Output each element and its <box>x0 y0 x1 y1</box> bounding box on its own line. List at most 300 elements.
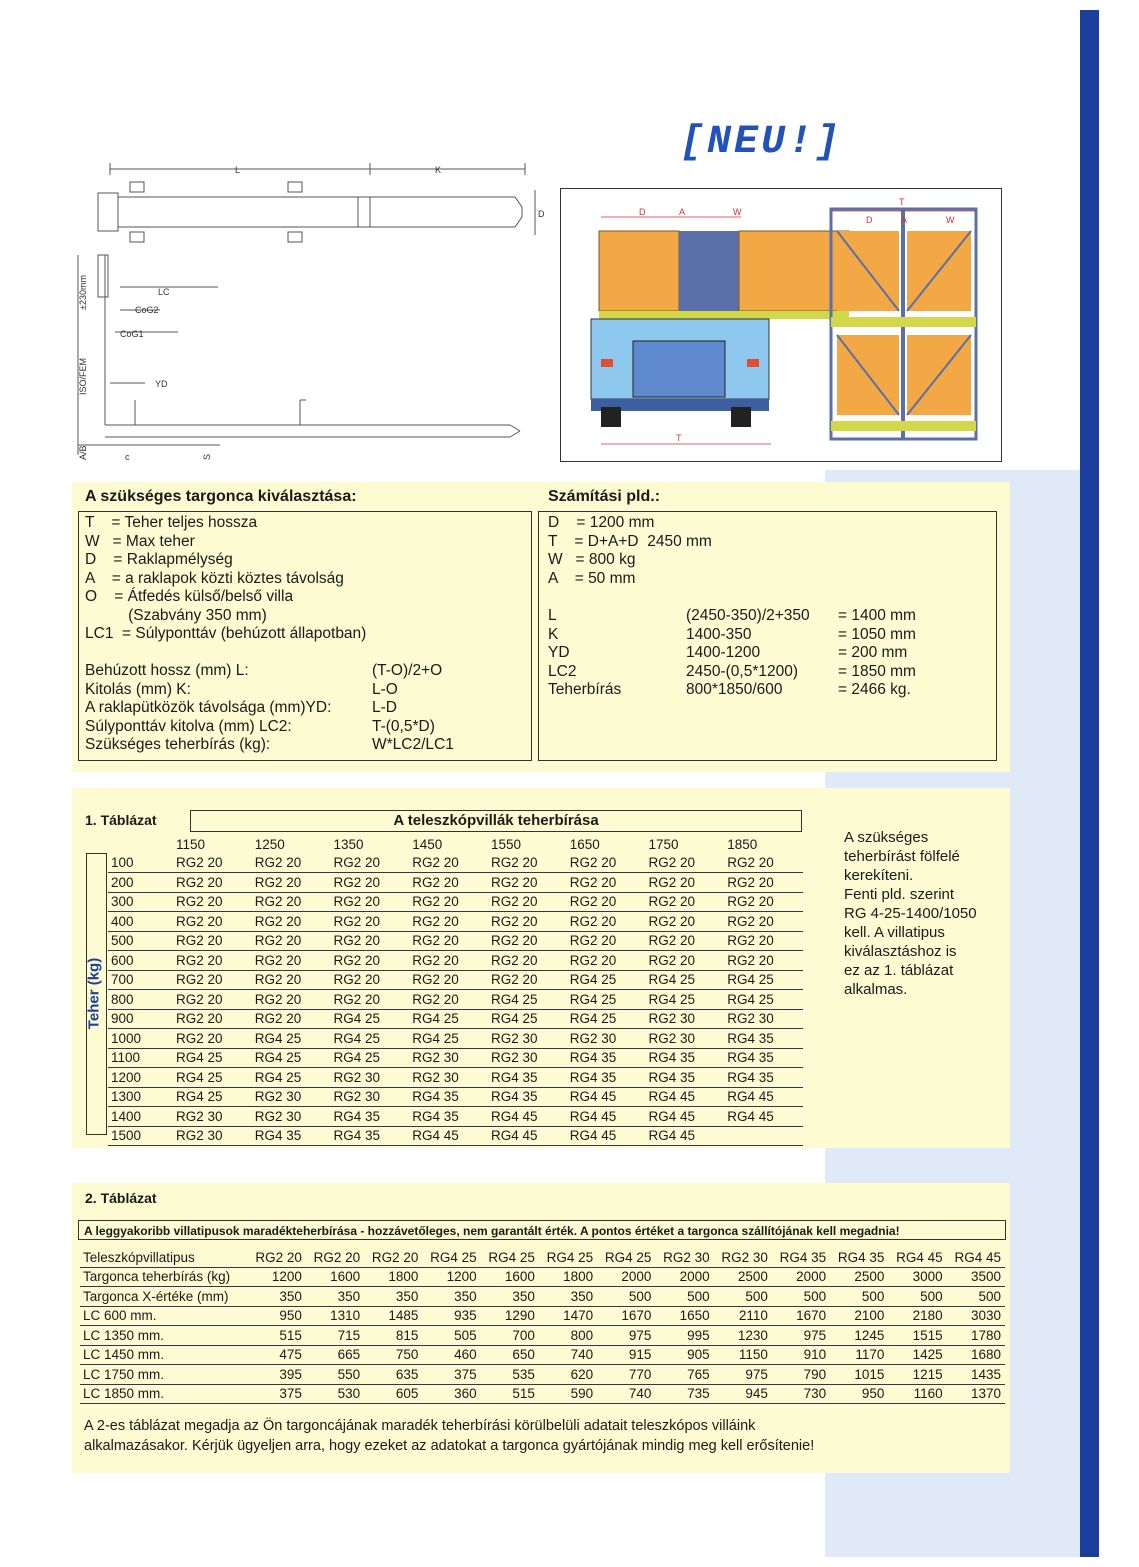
formula-value: (T-O)/2+O <box>372 662 443 679</box>
table-row <box>108 1126 803 1146</box>
table-row <box>80 1345 1005 1365</box>
table2-cell: 910 <box>772 1345 830 1365</box>
table2-cell: 1200 <box>422 1267 480 1287</box>
definition-line: A = a raklapok közti köztes távolság <box>85 569 344 587</box>
table1-cell: RG2 20 <box>567 892 646 912</box>
table1-cell: RG2 20 <box>488 970 567 990</box>
table1-cell: RG2 20 <box>331 873 410 893</box>
rack-label-A: A <box>901 215 908 225</box>
table1-load-cell: 100 <box>108 854 173 873</box>
table2-cell: 995 <box>655 1326 713 1346</box>
table2-header-cell: Teleszkópvillatipus <box>80 1248 248 1267</box>
definition-line: D = Raklapmélység <box>85 551 233 568</box>
table1-load-cell: 500 <box>108 931 173 951</box>
table1-cell: RG2 20 <box>173 931 252 951</box>
side-note-line: teherbírást fölfelé <box>844 848 960 865</box>
table1-cell: RG4 45 <box>567 1087 646 1107</box>
table2-cell: 500 <box>772 1287 830 1307</box>
table1-cell: RG2 20 <box>252 854 331 873</box>
table2-cell: 500 <box>597 1287 655 1307</box>
table1-cell: RG2 30 <box>409 1068 488 1088</box>
table1-title: A teleszkópvillák teherbírása <box>190 810 802 832</box>
table1-cell: RG4 25 <box>646 990 725 1010</box>
table1-axis-label: Teher (kg) <box>85 957 103 1030</box>
table-row <box>108 990 803 1010</box>
table1-cell: RG4 25 <box>488 990 567 1010</box>
definition-line: LC1 = Súlyponttáv (behúzott állapotban) <box>85 625 367 642</box>
table1-cell: RG2 20 <box>331 892 410 912</box>
table1-cell: RG4 35 <box>646 1048 725 1068</box>
table1-load-cell: 1500 <box>108 1126 173 1146</box>
table2-cell: LC 1350 mm. <box>80 1326 248 1346</box>
table1-cell: RG2 20 <box>488 931 567 951</box>
table1-cell: RG4 25 <box>173 1068 252 1088</box>
table1-cell: RG2 20 <box>331 970 410 990</box>
table1-cell: RG2 20 <box>646 951 725 971</box>
table1-cell: RG2 20 <box>646 912 725 932</box>
table2-cell: 730 <box>772 1384 830 1404</box>
table2-cell: 1170 <box>830 1345 888 1365</box>
table1-cell: RG2 30 <box>173 1107 252 1127</box>
table2-cell: 815 <box>364 1326 422 1346</box>
table1-cell: RG2 20 <box>724 892 803 912</box>
footnote-line: A 2-es táblázat megadja az Ön targoncájának maradék teherbírási körülbelüli adatait teleszkópos villáink <box>84 1418 756 1434</box>
table2-cell: 3500 <box>947 1267 1005 1287</box>
table1-cell: RG2 20 <box>409 951 488 971</box>
table1-cell: RG4 25 <box>252 1068 331 1088</box>
table-row <box>80 1306 1005 1326</box>
table1-cell: RG2 20 <box>409 990 488 1010</box>
table1-cell: RG4 45 <box>567 1126 646 1146</box>
table1-cell: RG4 35 <box>567 1068 646 1088</box>
table1-header-row <box>108 835 803 854</box>
table-row <box>108 1107 803 1127</box>
table1-cell: RG2 20 <box>173 970 252 990</box>
table1-cell: RG2 20 <box>252 931 331 951</box>
table1-cell: RG4 35 <box>646 1068 725 1088</box>
table2-cell: 770 <box>597 1365 655 1385</box>
table2-cell: 1150 <box>714 1345 772 1365</box>
label-cog2: CoG2 <box>135 305 159 315</box>
table2-cell: 375 <box>422 1365 480 1385</box>
table2-cell: LC 1850 mm. <box>80 1384 248 1404</box>
table1-load-cell: 800 <box>108 990 173 1010</box>
table-row <box>80 1326 1005 1346</box>
table2-cell: 700 <box>481 1326 539 1346</box>
table2-cell: 460 <box>422 1345 480 1365</box>
table2-cell: 800 <box>539 1326 597 1346</box>
table1-column-header: 1650 <box>569 836 600 852</box>
table1-cell: RG4 25 <box>173 1048 252 1068</box>
table1-cell: RG2 20 <box>409 931 488 951</box>
table1-cell: RG4 25 <box>252 1048 331 1068</box>
table1-cell: RG2 20 <box>173 990 252 1010</box>
side-note <box>844 828 977 999</box>
table2-cell: 1680 <box>947 1345 1005 1365</box>
table2-cell: 620 <box>539 1365 597 1385</box>
table-row <box>108 951 803 971</box>
selection-title: A szükséges targonca kiválasztása: <box>85 488 357 505</box>
table1-cell: RG4 35 <box>724 1048 803 1068</box>
table1-cell: RG2 20 <box>646 931 725 951</box>
table2-cell: 915 <box>597 1345 655 1365</box>
table1-cell: RG2 20 <box>173 912 252 932</box>
label-lc: LC <box>158 287 170 297</box>
label-s: S <box>202 453 212 460</box>
table1-cell: RG4 35 <box>409 1087 488 1107</box>
table2-cell: 360 <box>422 1384 480 1404</box>
table1-cell: RG4 35 <box>409 1107 488 1127</box>
definition-line: W = Max teher <box>85 532 195 550</box>
table1-column-header: 1150 <box>176 836 206 852</box>
table2-cell: 2110 <box>714 1306 772 1326</box>
side-note-line: ez az 1. táblázat <box>844 962 954 979</box>
example-line: A = 50 mm <box>548 569 636 587</box>
table2-cell: 475 <box>248 1345 306 1365</box>
calc-key: Teherbírás <box>548 681 622 698</box>
table1-cell: RG2 20 <box>488 854 567 873</box>
side-note-line: kiválasztáshoz is <box>844 943 957 960</box>
table1-cell: RG2 20 <box>173 892 252 912</box>
table2-cell: 950 <box>830 1384 888 1404</box>
table1-cell: RG2 30 <box>331 1087 410 1107</box>
side-note-line: Fenti pld. szerint <box>844 886 955 903</box>
table2-cell: 350 <box>539 1287 597 1307</box>
table2-cell: 665 <box>306 1345 364 1365</box>
table1-label: 1. Táblázat <box>85 812 157 828</box>
table-row <box>80 1384 1005 1404</box>
table2-cell: 1435 <box>947 1365 1005 1385</box>
side-note-line: kell. A villatipus <box>844 924 945 941</box>
table1-cell: RG2 20 <box>173 1009 252 1029</box>
table1-cell: RG2 30 <box>252 1087 331 1107</box>
table2-cell: Targonca teherbírás (kg) <box>80 1267 248 1287</box>
table1-corner <box>108 835 173 854</box>
table1-column-header: 1550 <box>491 836 522 852</box>
table2-cell: 740 <box>539 1345 597 1365</box>
table-row <box>108 873 803 893</box>
label-c: c <box>125 452 130 462</box>
table1-cell: RG2 20 <box>488 951 567 971</box>
table1-cell: RG2 30 <box>252 1107 331 1127</box>
table2-cell: 500 <box>655 1287 713 1307</box>
table1-cell: RG4 35 <box>488 1087 567 1107</box>
table2-cell: 2100 <box>830 1306 888 1326</box>
table1-load-cell: 1200 <box>108 1068 173 1088</box>
table-row <box>80 1365 1005 1385</box>
table-row <box>108 892 803 912</box>
table1 <box>108 835 803 1146</box>
table2-cell: 975 <box>772 1326 830 1346</box>
table2-cell: 515 <box>248 1326 306 1346</box>
label-cog1: CoG1 <box>120 329 144 339</box>
table-row <box>108 1029 803 1049</box>
table2-cell: 500 <box>888 1287 946 1307</box>
table1-cell: RG4 25 <box>646 970 725 990</box>
table1-cell: RG2 30 <box>331 1068 410 1088</box>
table1-cell: RG4 25 <box>724 970 803 990</box>
table-row <box>108 931 803 951</box>
table1-cell: RG4 25 <box>567 1009 646 1029</box>
table1-load-cell: 600 <box>108 951 173 971</box>
side-note-line: A szükséges <box>844 829 929 846</box>
table2 <box>80 1248 1005 1404</box>
table1-cell: RG4 35 <box>331 1107 410 1127</box>
table1-cell: RG4 45 <box>724 1087 803 1107</box>
fork-technical-drawing <box>70 155 550 470</box>
table1-cell: RG2 30 <box>646 1029 725 1049</box>
table1-cell: RG2 30 <box>567 1029 646 1049</box>
table2-footnote <box>84 1416 814 1456</box>
calc-formula: 800*1850/600 <box>686 681 783 698</box>
table2-cell: 635 <box>364 1365 422 1385</box>
label-iso-fem: ISO/FEM <box>78 357 88 395</box>
table-row <box>80 1287 1005 1307</box>
table2-cell: 1650 <box>655 1306 713 1326</box>
table2-cell: 350 <box>364 1287 422 1307</box>
table2-cell: 590 <box>539 1384 597 1404</box>
table2-cell: LC 600 mm. <box>80 1306 248 1326</box>
table1-cell: RG2 20 <box>252 892 331 912</box>
table2-cell: 350 <box>422 1287 480 1307</box>
table1-cell: RG4 45 <box>646 1087 725 1107</box>
table2-header-cell: RG2 20 <box>248 1248 306 1267</box>
table2-cell: 945 <box>714 1384 772 1404</box>
table1-column-header: 1250 <box>254 836 285 852</box>
table1-cell: RG2 30 <box>488 1048 567 1068</box>
table2-cell: 530 <box>306 1384 364 1404</box>
table1-cell: RG2 20 <box>488 873 567 893</box>
table2-cell: 1160 <box>888 1384 946 1404</box>
truck-label-T: T <box>676 433 682 443</box>
formula-label: Szükséges teherbírás (kg): <box>85 736 271 753</box>
side-note-line: alkalmas. <box>844 981 908 998</box>
rack-label-W: W <box>946 215 955 225</box>
formula-label: Behúzott hossz (mm) L: <box>85 662 249 679</box>
truck-label-D: D <box>639 207 646 217</box>
table2-cell: 1515 <box>888 1326 946 1346</box>
example-line: W = 800 kg <box>548 551 636 568</box>
table1-cell: RG4 25 <box>488 1009 567 1029</box>
definition-line: O = Átfedés külső/belső villa <box>85 588 294 605</box>
side-blue-bar <box>1080 10 1099 1557</box>
table2-cell: 715 <box>306 1326 364 1346</box>
table1-cell: RG2 20 <box>567 854 646 873</box>
table2-cell: LC 1750 mm. <box>80 1365 248 1385</box>
table1-cell: RG2 30 <box>173 1126 252 1146</box>
table2-cell: 3030 <box>947 1306 1005 1326</box>
table-row <box>108 912 803 932</box>
table1-cell: RG4 45 <box>488 1126 567 1146</box>
table2-cell: 740 <box>597 1384 655 1404</box>
definition-line: (Szabvány 350 mm) <box>85 606 267 624</box>
table1-load-cell: 400 <box>108 912 173 932</box>
table2-cell: 935 <box>422 1306 480 1326</box>
table1-cell: RG2 20 <box>173 873 252 893</box>
table1-cell: RG2 20 <box>567 912 646 932</box>
table2-cell: 735 <box>655 1384 713 1404</box>
table1-cell: RG2 20 <box>646 854 725 873</box>
table2-header-cell: RG2 30 <box>714 1248 772 1267</box>
table2-cell: 975 <box>597 1326 655 1346</box>
table2-cell: 350 <box>306 1287 364 1307</box>
side-note-line: RG 4-25-1400/1050 <box>844 905 977 922</box>
table-row <box>108 1009 803 1029</box>
table2-header-row <box>80 1248 1005 1267</box>
table1-cell: RG2 20 <box>646 873 725 893</box>
table2-cell: 1290 <box>481 1306 539 1326</box>
table2-cell: 2180 <box>888 1306 946 1326</box>
formula-value: W*LC2/LC1 <box>372 736 454 753</box>
table1-cell: RG2 20 <box>724 951 803 971</box>
table1-cell: RG2 20 <box>331 854 410 873</box>
table2-header-cell: RG4 45 <box>947 1248 1005 1267</box>
table1-cell: RG4 35 <box>724 1068 803 1088</box>
table1-column-header: 1450 <box>412 836 443 852</box>
table1-cell: RG4 25 <box>331 1048 410 1068</box>
table2-cell: 1780 <box>947 1326 1005 1346</box>
table2-cell: 605 <box>364 1384 422 1404</box>
table2-cell: 1600 <box>306 1267 364 1287</box>
table1-cell: RG2 20 <box>409 912 488 932</box>
table2-cell: 3000 <box>888 1267 946 1287</box>
table-row <box>108 1048 803 1068</box>
table1-load-cell: 1000 <box>108 1029 173 1049</box>
table1-cell: RG2 20 <box>252 1009 331 1029</box>
table1-cell: RG2 20 <box>488 892 567 912</box>
table2-cell: 1600 <box>481 1267 539 1287</box>
example-line: T = D+A+D 2450 mm <box>548 532 712 550</box>
table2-cell: 350 <box>248 1287 306 1307</box>
table2-cell: 975 <box>714 1365 772 1385</box>
table2-cell: 500 <box>714 1287 772 1307</box>
table1-cell: RG4 25 <box>409 1029 488 1049</box>
formula-value: T-(0,5*D) <box>372 717 435 735</box>
table1-cell: RG2 20 <box>567 931 646 951</box>
table1-cell: RG2 20 <box>724 931 803 951</box>
table1-cell: RG4 25 <box>409 1009 488 1029</box>
table1-load-cell: 700 <box>108 970 173 990</box>
calc-result: = 1400 mm <box>838 607 916 624</box>
table1-cell: RG2 20 <box>331 951 410 971</box>
table1-cell: RG4 25 <box>567 990 646 1010</box>
table1-load-cell: 900 <box>108 1009 173 1029</box>
table2-header-cell: RG4 45 <box>888 1248 946 1267</box>
table-row <box>80 1267 1005 1287</box>
table1-cell: RG2 30 <box>488 1029 567 1049</box>
table1-cell: RG2 30 <box>646 1009 725 1029</box>
table2-cell: 515 <box>481 1384 539 1404</box>
example-line: D = 1200 mm <box>548 514 655 531</box>
definition-line: T = Teher teljes hossza <box>85 514 258 531</box>
calc-result: = 2466 kg. <box>838 681 911 698</box>
example-title: Számítási pld.: <box>548 488 661 505</box>
table2-cell: 505 <box>422 1326 480 1346</box>
table1-cell: RG2 20 <box>173 1029 252 1049</box>
rack-label-T: T <box>899 197 905 207</box>
truck-rack-illustration <box>560 188 1002 462</box>
calc-result: = 1050 mm <box>838 625 916 643</box>
table1-cell: RG4 25 <box>252 1029 331 1049</box>
neu-badge: [NEU!] <box>680 120 843 165</box>
table1-cell: RG4 25 <box>173 1087 252 1107</box>
table1-cell: RG4 35 <box>252 1126 331 1146</box>
table1-cell: RG2 20 <box>409 970 488 990</box>
table2-cell: 1230 <box>714 1326 772 1346</box>
table1-cell: RG4 35 <box>567 1048 646 1068</box>
table2-cell: 1670 <box>597 1306 655 1326</box>
table1-cell: RG2 20 <box>252 912 331 932</box>
label-K: K <box>435 165 442 175</box>
table1-cell: RG2 20 <box>252 990 331 1010</box>
calc-key: K <box>548 625 559 643</box>
table1-cell <box>724 1126 803 1146</box>
table1-load-cell: 1400 <box>108 1107 173 1127</box>
label-D: D <box>538 209 545 219</box>
table2-cell: 1215 <box>888 1365 946 1385</box>
calc-formula: 1400-350 <box>686 625 752 643</box>
table2-header-cell: RG4 25 <box>481 1248 539 1267</box>
table1-cell: RG2 20 <box>173 854 252 873</box>
label-yd: YD <box>155 379 168 389</box>
table2-cell: 350 <box>481 1287 539 1307</box>
calc-key: LC2 <box>548 662 577 680</box>
table1-cell: RG2 20 <box>409 873 488 893</box>
table2-header-cell: RG4 25 <box>597 1248 655 1267</box>
table2-header-cell: RG2 30 <box>655 1248 713 1267</box>
table2-cell: 2000 <box>772 1267 830 1287</box>
table2-cell: 750 <box>364 1345 422 1365</box>
table2-cell: 2500 <box>714 1267 772 1287</box>
table2-cell: 950 <box>248 1306 306 1326</box>
table1-cell: RG4 25 <box>331 1029 410 1049</box>
table1-cell: RG2 20 <box>331 990 410 1010</box>
table1-load-cell: 1100 <box>108 1048 173 1068</box>
table2-cell: 1425 <box>888 1345 946 1365</box>
table2-header-cell: RG4 35 <box>830 1248 888 1267</box>
table2-cell: 650 <box>481 1345 539 1365</box>
table1-cell: RG2 20 <box>724 873 803 893</box>
table1-cell: RG4 25 <box>724 990 803 1010</box>
table1-cell: RG4 25 <box>567 970 646 990</box>
table1-column-header: 1350 <box>333 836 364 852</box>
table2-cell: 395 <box>248 1365 306 1385</box>
table1-cell: RG2 20 <box>724 854 803 873</box>
table1-load-cell: 200 <box>108 873 173 893</box>
truck-label-W: W <box>733 207 742 217</box>
table2-cell: 905 <box>655 1345 713 1365</box>
table2-cell: 1370 <box>947 1384 1005 1404</box>
rack-label-D: D <box>866 215 873 225</box>
table2-header-cell: RG4 25 <box>422 1248 480 1267</box>
calc-result: = 1850 mm <box>838 662 916 680</box>
table2-cell: 550 <box>306 1365 364 1385</box>
table1-cell: RG2 20 <box>724 912 803 932</box>
table1-cell: RG4 35 <box>488 1068 567 1088</box>
table2-cell: 1800 <box>364 1267 422 1287</box>
table-row <box>108 1087 803 1107</box>
table2-header-cell: RG2 20 <box>364 1248 422 1267</box>
table1-cell: RG2 20 <box>331 931 410 951</box>
table2-header-cell: RG2 20 <box>306 1248 364 1267</box>
table-row <box>108 1068 803 1088</box>
table1-cell: RG4 45 <box>646 1126 725 1146</box>
table2-cell: 375 <box>248 1384 306 1404</box>
formula-label: A raklapütközök távolsága (mm)YD: <box>85 699 332 716</box>
table2-cell: 535 <box>481 1365 539 1385</box>
table-row <box>108 970 803 990</box>
table1-load-cell: 1300 <box>108 1087 173 1107</box>
